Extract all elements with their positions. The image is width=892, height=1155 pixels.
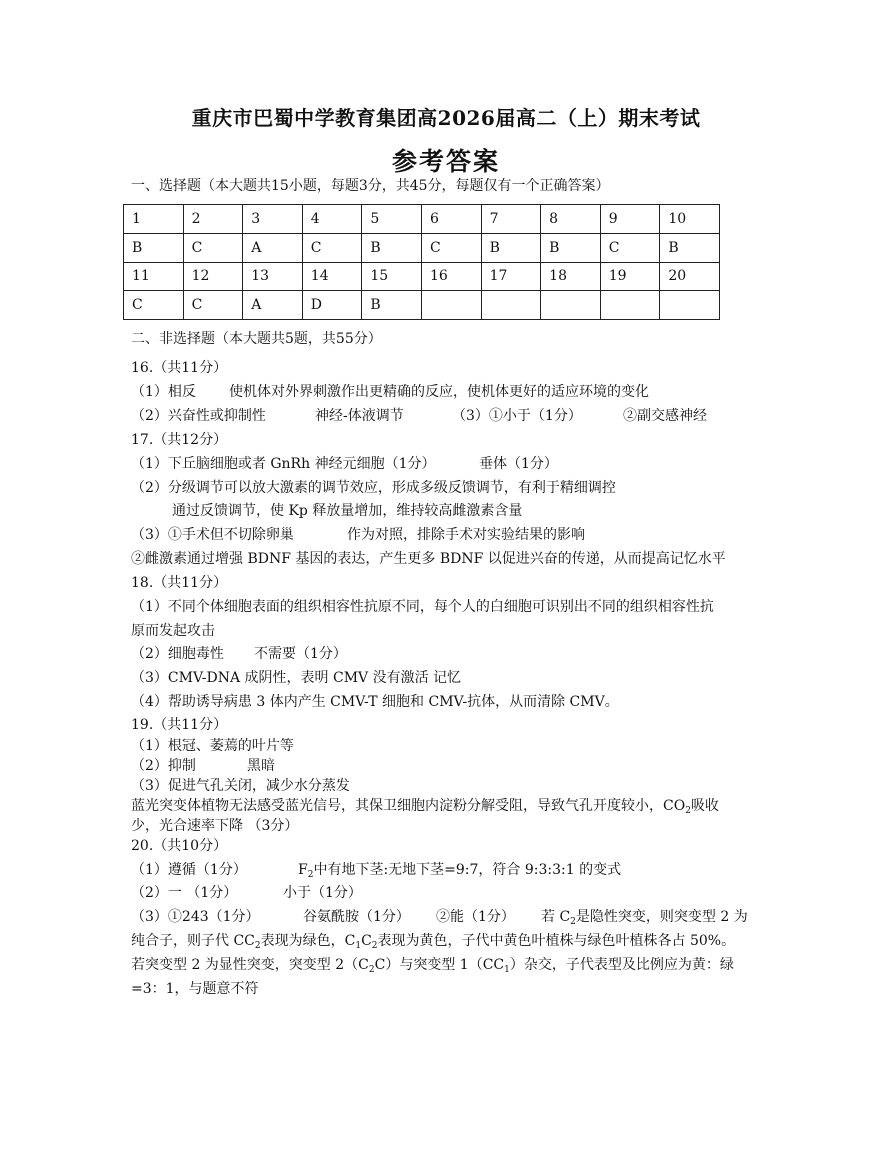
q18-answer-3b: 记忆 [433, 670, 461, 686]
q20-answer-1a: （1）遵循（1分） [131, 862, 247, 878]
table-cell: 19 [600, 262, 660, 291]
section1-heading: 一、选择题（本大题共15小题，每题3分，共45分，每题仅有一个正确答案） [131, 178, 610, 194]
table-cell: C [124, 291, 184, 320]
q17-answer-2: （2）分级调节可以放大激素的调节效应，形成多级反馈调节，有利于精细调控 [131, 480, 616, 496]
q19-answer-1: （1）根冠、萎蔫的叶片等 [131, 738, 294, 754]
q18-answer-3a: （3）CMV-DNA 成阴性，表明 CMV 没有激活 [131, 670, 429, 686]
table-cell: A [243, 233, 303, 262]
table-cell: 7 [481, 205, 541, 234]
table-cell: 3 [243, 205, 303, 234]
q18-answer-1: （1）不同个体细胞表面的组织相容性抗原不同，每个人的白细胞可识别出不同的组织相容性抗 [131, 599, 714, 615]
q18-answer-4: （4）帮助诱导病患 3 体内产生 CMV-T 细胞和 CMV-抗体，从而清除 CMV。 [131, 694, 619, 710]
table-cell: 4 [302, 205, 362, 234]
page-subtitle: 参考答案 [391, 147, 500, 176]
q19-answer-3: （3）促进气孔关闭，减少水分蒸发 [131, 778, 350, 794]
q20-answer-3g: =3：1，与题意不符 [131, 981, 259, 997]
table-cell [600, 291, 660, 320]
q19-answer-3c: 少，光合速率下降 （3分） [131, 818, 299, 834]
table-cell: 13 [243, 262, 303, 291]
q17-answer-3b: 作为对照，排除手术对实验结果的影响 [347, 527, 585, 543]
table-cell: 11 [124, 262, 184, 291]
q18-answer-2a: （2）细胞毒性 [131, 646, 224, 662]
q16-heading: 16.（共11分） [131, 360, 228, 376]
q20-answer-3a: （3）①243（1分） [131, 909, 260, 925]
table-cell: 9 [600, 205, 660, 234]
table-cell: 10 [660, 205, 720, 234]
q16-answer-1b: 使机体对外界刺激作出更精确的反应，使机体更好的适应环境的变化 [229, 384, 649, 400]
table-cell: 17 [481, 262, 541, 291]
q20-answer-2b: 小于（1分） [283, 885, 362, 901]
table-cell: 6 [421, 205, 481, 234]
q17-answer-1b: 垂体（1分） [479, 456, 558, 472]
table-cell: 20 [660, 262, 720, 291]
table-cell [481, 291, 541, 320]
table-cell: C [600, 233, 660, 262]
table-row [124, 262, 720, 291]
table-cell: B [362, 291, 422, 320]
table-cell: C [302, 233, 362, 262]
table-cell: 1 [124, 205, 184, 234]
q19-answer-3b: 蓝光突变体植物无法感受蓝光信号，其保卫细胞内淀粉分解受阻，导致气孔开度较小，$CO_2$吸收 [131, 798, 719, 816]
q19-heading: 19.（共11分） [131, 717, 228, 733]
table-cell: B [362, 233, 422, 262]
q17-answer-1a: （1）下丘脑细胞或者 GnRh 神经元细胞（1分） [131, 456, 436, 472]
table-cell: 15 [362, 262, 422, 291]
q17-answer-2b: 通过反馈调节，使 Kp 释放量增加，维持较高雌激素含量 [172, 503, 523, 519]
table-cell: C [421, 233, 481, 262]
q20-answer-2a: （2）一 （1分） [131, 885, 238, 901]
table-row [124, 233, 720, 262]
table-cell: 16 [421, 262, 481, 291]
q20-answer-3c: ②能（1分） [436, 909, 515, 925]
q16-answer-2b: 神经-体液调节 [315, 408, 404, 424]
section2-heading: 二、非选择题（本大题共5题，共55分） [131, 331, 382, 347]
table-cell: 14 [302, 262, 362, 291]
table-row [124, 291, 720, 320]
table-cell [421, 291, 481, 320]
q20-answer-3d: 若 $C_2$是隐性突变，则突变型 2 为 [541, 909, 748, 927]
table-cell: 12 [183, 262, 243, 291]
table-cell: C [183, 291, 243, 320]
q17-answer-3a: （3）①手术但不切除卵巢 [131, 527, 294, 543]
q20-answer-3f: 若突变型 2 为显性突变，突变型 $2(C_2C)$与突变型 $1(CC_1)$杂交，子代表型及比例应为黄：绿 [131, 957, 734, 975]
q17-answer-3c: ②雌激素通过增强 BDNF 基因的表达，产生更多 BDNF 以促进兴奋的传递，从而提高记忆水平 [131, 551, 726, 567]
table-row [124, 205, 720, 234]
table-cell: 18 [541, 262, 601, 291]
q16-answer-3a: （3）①小于（1分） [452, 408, 582, 424]
table-cell: D [302, 291, 362, 320]
q19-answer-2b: 黑暗 [247, 758, 275, 774]
table-cell: 5 [362, 205, 422, 234]
q17-heading: 17.（共12分） [131, 432, 228, 448]
table-cell: C [183, 233, 243, 262]
q16-answer-1a: （1）相反 [131, 384, 196, 400]
q16-answer-2a: （2）兴奋性或抑制性 [131, 408, 266, 424]
q18-answer-1b: 原而发起攻击 [131, 623, 215, 639]
table-cell [541, 291, 601, 320]
table-cell: 8 [541, 205, 601, 234]
table-cell: B [541, 233, 601, 262]
page-title: 重庆市巴蜀中学教育集团高2026届高二（上）期末考试 [191, 106, 701, 130]
table-cell: 2 [183, 205, 243, 234]
q19-answer-2a: （2）抑制 [131, 758, 196, 774]
q20-heading: 20.（共10分） [131, 838, 228, 854]
table-cell: B [481, 233, 541, 262]
table-cell: A [243, 291, 303, 320]
table-cell [660, 291, 720, 320]
table-cell: B [124, 233, 184, 262]
q18-heading: 18.（共11分） [131, 575, 228, 591]
q20-answer-3b: 谷氨酰胺（1分） [303, 909, 410, 925]
answer-table [123, 204, 720, 320]
q16-answer-3b: ②副交感神经 [623, 408, 707, 424]
q20-answer-3e: 纯合子，则子代 $CC_2$表现为绿色，$C_1C_2$表现为黄色，子代中黄色叶植株与绿色叶植株各占 50%。 [131, 933, 736, 951]
q18-answer-2b: 不需要（1分） [254, 646, 347, 662]
table-cell: B [660, 233, 720, 262]
q20-answer-1b: $F_2$中有地下茎:无地下茎=9:7，符合 9:3:3:1 的变式 [298, 862, 622, 880]
